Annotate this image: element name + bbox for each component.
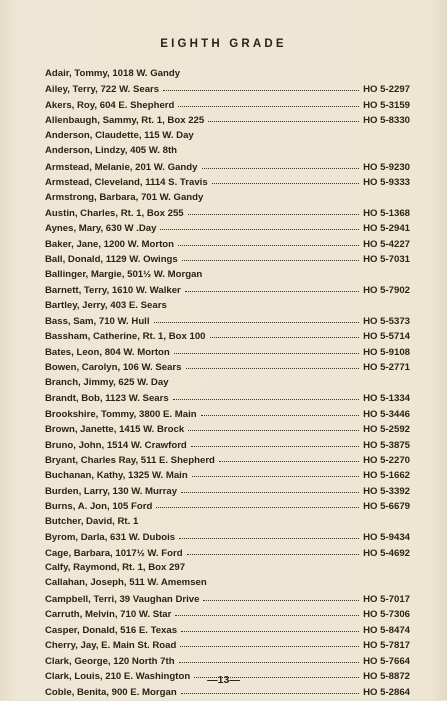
list-item bbox=[45, 439, 410, 454]
dot-leader bbox=[186, 361, 360, 369]
phone-number: HO 5-3875 bbox=[363, 439, 410, 451]
student-name-address: Brookshire, Tommy, 3800 E. Main bbox=[45, 408, 197, 420]
phone-number: HO 5-2864 bbox=[363, 686, 410, 698]
phone-number: HO 5-5714 bbox=[363, 331, 410, 343]
list-item bbox=[45, 361, 410, 376]
list-item bbox=[45, 485, 410, 500]
phone-number: HO 5-9108 bbox=[363, 346, 410, 358]
list-item bbox=[45, 500, 410, 515]
dot-leader bbox=[173, 392, 359, 400]
phone-number: HO 5-3159 bbox=[363, 99, 410, 111]
list-item bbox=[45, 547, 410, 562]
phone-number: HO 5-1368 bbox=[363, 207, 410, 219]
list-item bbox=[45, 238, 410, 253]
student-name-address: Bartley, Jerry, 403 E. Sears bbox=[45, 299, 167, 311]
list-item bbox=[45, 99, 410, 114]
phone-number: HO 5-9230 bbox=[363, 161, 410, 173]
dot-leader bbox=[192, 469, 359, 477]
dot-leader bbox=[179, 531, 359, 539]
student-name-address: Bass, Sam, 710 W. Hull bbox=[45, 316, 150, 327]
student-name-address: Ballinger, Margie, 501½ W. Morgan bbox=[45, 268, 203, 280]
list-item bbox=[45, 686, 410, 701]
student-name-address: Cage, Barbara, 1017½ W. Ford bbox=[45, 547, 183, 559]
list-item bbox=[45, 346, 410, 361]
phone-number: HO 5-3446 bbox=[363, 408, 410, 420]
student-name-address: Bruno, John, 1514 W. Crawford bbox=[45, 439, 187, 451]
list-item bbox=[45, 176, 410, 191]
student-name-address: Anderson, Lindzy, 405 W. 8th bbox=[45, 145, 178, 157]
list-item bbox=[45, 83, 410, 98]
student-name-address: Coble, Benita, 900 E. Morgan bbox=[45, 686, 177, 698]
dot-leader bbox=[202, 161, 360, 169]
list-item bbox=[45, 207, 410, 222]
list-item bbox=[45, 253, 410, 268]
phone-number: HO 5-4692 bbox=[363, 547, 410, 559]
student-name-address: Armstead, Melanie, 201 W. Gandy bbox=[45, 161, 198, 173]
student-name-address: Bates, Leon, 804 W. Morton bbox=[45, 346, 170, 358]
dot-leader bbox=[188, 423, 359, 431]
student-name-address: Burns, A. Jon, 105 Ford bbox=[45, 501, 153, 513]
dot-leader bbox=[175, 608, 359, 616]
student-name-address: Bryant, Charles Ray, 511 E. Shepherd bbox=[45, 454, 215, 466]
phone-number: HO 5-2941 bbox=[363, 223, 410, 235]
student-name-address: Casper, Donald, 516 E. Texas bbox=[45, 624, 178, 636]
phone-number: HO 5-7817 bbox=[363, 640, 410, 652]
dot-leader bbox=[182, 253, 359, 261]
dot-leader bbox=[179, 655, 360, 663]
list-item bbox=[45, 408, 410, 423]
phone-number: HO 5-8330 bbox=[363, 115, 410, 127]
student-name-address: Barnett, Terry, 1610 W. Walker bbox=[45, 285, 181, 297]
phone-number: HO 5-5373 bbox=[363, 316, 410, 327]
phone-number: HO 5-3392 bbox=[363, 485, 410, 497]
student-name-address: Brandt, Bob, 1123 W. Sears bbox=[45, 393, 169, 405]
dot-leader bbox=[191, 439, 359, 447]
phone-number: HO 5-1662 bbox=[363, 470, 410, 482]
dot-leader bbox=[181, 624, 359, 632]
student-name-address: Burden, Larry, 130 W. Murray bbox=[45, 485, 178, 497]
dot-leader bbox=[185, 284, 359, 292]
list-item bbox=[45, 192, 410, 207]
dot-leader bbox=[181, 686, 359, 694]
dot-leader bbox=[160, 222, 359, 230]
student-name-address: Aynes, Mary, 630 W .Day bbox=[45, 223, 157, 235]
list-item bbox=[45, 454, 410, 469]
student-name-address: Brown, Janette, 1415 W. Brock bbox=[45, 424, 185, 436]
phone-number: HO 5-9333 bbox=[363, 177, 410, 189]
dot-leader bbox=[208, 114, 359, 122]
student-name-address: Clark, Louis, 210 E. Washington bbox=[45, 671, 191, 683]
phone-number: HO 5-7902 bbox=[363, 285, 410, 297]
student-name-address: Anderson, Claudette, 115 W. Day bbox=[45, 129, 194, 141]
student-name-address: Butcher, David, Rt. 1 bbox=[45, 515, 139, 527]
student-name-address: Armstrong, Barbara, 701 W. Gandy bbox=[45, 191, 204, 203]
list-item bbox=[45, 608, 410, 623]
list-item bbox=[45, 624, 410, 639]
dot-leader bbox=[203, 593, 359, 601]
student-name-address: Baker, Jane, 1200 W. Morton bbox=[45, 238, 175, 250]
phone-number: HO 5-2592 bbox=[363, 424, 410, 436]
student-name-address: Bowen, Carolyn, 106 W. Sears bbox=[45, 362, 182, 374]
dot-leader bbox=[163, 83, 359, 91]
student-name-address: Allenbaugh, Sammy, Rt. 1, Box 225 bbox=[45, 115, 205, 127]
list-item bbox=[45, 284, 410, 299]
student-name-address: Armstead, Cleveland, 1114 S. Travis bbox=[45, 177, 208, 189]
student-name-address: Buchanan, Kathy, 1325 W. Main bbox=[45, 470, 188, 482]
phone-number: HO 5-7017 bbox=[363, 593, 410, 605]
phone-number: HO 5-2297 bbox=[363, 84, 410, 96]
student-name-address: Akers, Roy, 604 E. Shepherd bbox=[45, 99, 175, 111]
phone-number: HO 5-7031 bbox=[363, 254, 410, 266]
student-name-address: Bassham, Catherine, Rt. 1, Box 100 bbox=[45, 331, 206, 343]
section-title: EIGHTH GRADE bbox=[160, 38, 287, 50]
list-item bbox=[45, 145, 410, 160]
page-number: —13— bbox=[207, 674, 240, 686]
list-item bbox=[45, 330, 410, 345]
phone-number: HO 5-7664 bbox=[363, 655, 410, 667]
phone-number: HO 5-2771 bbox=[363, 362, 410, 374]
student-list bbox=[45, 68, 410, 701]
list-item bbox=[45, 300, 410, 315]
list-item bbox=[45, 423, 410, 438]
dot-leader bbox=[201, 408, 359, 416]
student-name-address: Austin, Charles, Rt. 1, Box 255 bbox=[45, 207, 184, 219]
phone-number: HO 5-8474 bbox=[363, 624, 410, 636]
dot-leader bbox=[156, 500, 359, 508]
dot-leader bbox=[219, 454, 359, 462]
list-item bbox=[45, 269, 410, 284]
dot-leader bbox=[174, 346, 359, 354]
list-item bbox=[45, 577, 410, 592]
dot-leader bbox=[154, 315, 360, 323]
student-name-address: Ball, Donald, 1129 W. Owings bbox=[45, 254, 178, 266]
phone-number: HO 5-7306 bbox=[363, 609, 410, 621]
student-name-address: Callahan, Joseph, 511 W. Amemsen bbox=[45, 577, 207, 589]
phone-number: HO 5-4227 bbox=[363, 238, 410, 250]
list-item bbox=[45, 655, 410, 670]
dot-leader bbox=[187, 547, 359, 555]
student-name-address: Carruth, Melvin, 710 W. Star bbox=[45, 609, 172, 621]
list-item bbox=[45, 68, 410, 83]
dot-leader bbox=[180, 639, 359, 647]
student-name-address: Cherry, Jay, E. Main St. Road bbox=[45, 640, 177, 652]
dot-leader bbox=[178, 99, 359, 107]
list-item bbox=[45, 377, 410, 392]
phone-number: HO 5-8872 bbox=[363, 671, 410, 683]
phone-number: HO 5-6679 bbox=[363, 501, 410, 513]
list-item bbox=[45, 593, 410, 608]
dot-leader bbox=[178, 238, 359, 246]
list-item bbox=[45, 114, 410, 129]
student-name-address: Calfy, Raymond, Rt. 1, Box 297 bbox=[45, 562, 186, 573]
dot-leader bbox=[210, 330, 360, 338]
list-item bbox=[45, 562, 410, 577]
student-name-address: Adair, Tommy, 1018 W. Gandy bbox=[45, 68, 181, 79]
dot-leader bbox=[181, 485, 359, 493]
list-item bbox=[45, 531, 410, 546]
phone-number: HO 5-1334 bbox=[363, 393, 410, 405]
phone-number: HO 5-9434 bbox=[363, 532, 410, 544]
list-item bbox=[45, 161, 410, 176]
dot-leader bbox=[188, 207, 359, 215]
list-item bbox=[45, 639, 410, 654]
student-name-address: Clark, George, 120 North 7th bbox=[45, 655, 175, 667]
student-name-address: Byrom, Darla, 631 W. Dubois bbox=[45, 532, 176, 544]
student-name-address: Campbell, Terri, 39 Vaughan Drive bbox=[45, 593, 200, 605]
dot-leader bbox=[212, 176, 359, 184]
student-name-address: Branch, Jimmy, 625 W. Day bbox=[45, 376, 169, 388]
list-item bbox=[45, 392, 410, 407]
list-item bbox=[45, 222, 410, 237]
list-item bbox=[45, 315, 410, 330]
phone-number: HO 5-2270 bbox=[363, 454, 410, 466]
student-name-address: Ailey, Terry, 722 W. Sears bbox=[45, 84, 160, 96]
list-item bbox=[45, 469, 410, 484]
list-item bbox=[45, 130, 410, 145]
list-item bbox=[45, 516, 410, 531]
